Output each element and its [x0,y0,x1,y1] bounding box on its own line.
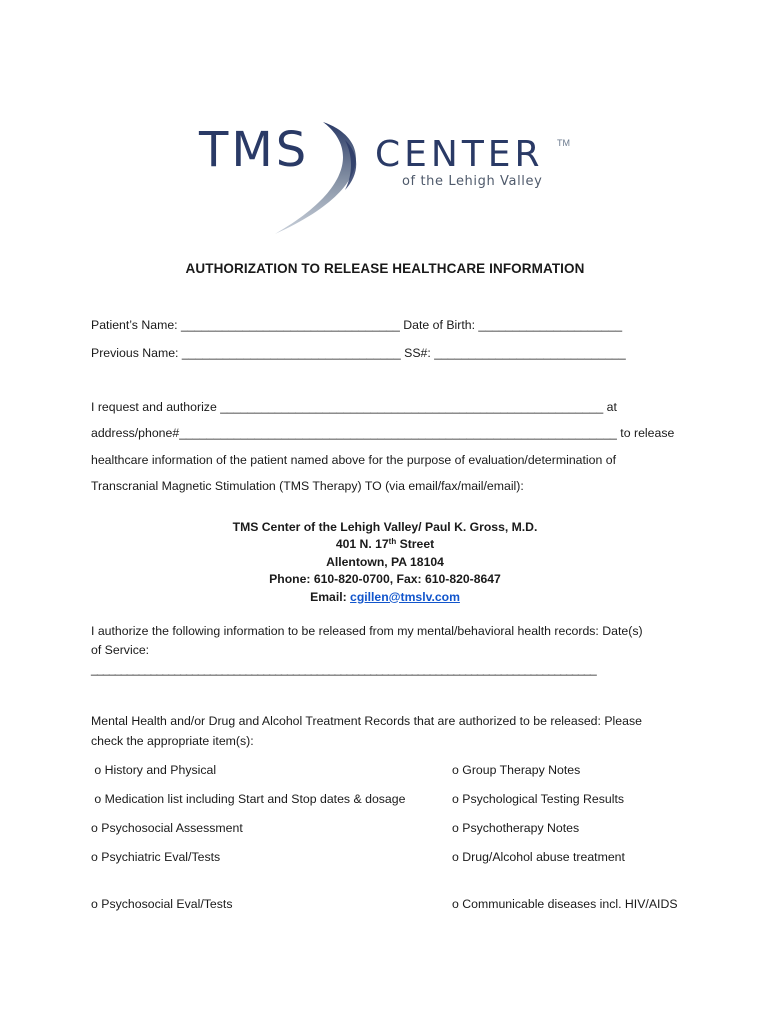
address-phone-line: address/phone#________________________________________________________________ to release [91,426,675,440]
request-authorize-line: I request and authorize ________________________________________________________ at [91,400,617,414]
option-drug-alcohol[interactable]: o Drug/Alcohol abuse treatment [452,850,625,864]
tms-center-logo [195,118,585,238]
recipient-street: 401 N. 17th Street [335,537,435,552]
recipient-city: Allentown, PA 18104 [326,554,444,569]
purpose-line-1: healthcare information of the patient named above for the purpose of evaluation/determination of [91,453,617,467]
logo-tagline: of the Lehigh Valley [402,174,543,189]
records-intro-line-1: Mental Health and/or Drug and Alcohol Treatment Records that are authorized to be released: Please [91,714,642,728]
option-psychosocial-assessment[interactable]: o Psychosocial Assessment [91,821,243,835]
option-psych-testing[interactable]: o Psychological Testing Results [452,792,625,806]
recipient-email-row: Email: cgillen@tmslv.com [310,589,460,604]
records-intro-line-2: check the appropriate item(s): [91,734,254,748]
logo-center-text: CENTER [375,134,544,175]
recipient-email-link[interactable]: cgillen@tmslv.com [350,589,460,604]
form-title: AUTHORIZATION TO RELEASE HEALTHCARE INFORMATION [185,261,585,276]
option-psychotherapy-notes[interactable]: o Psychotherapy Notes [452,821,580,835]
recipient-address-block [0,519,770,606]
recipient-name: TMS Center of the Lehigh Valley/ Paul K. Gross, M.D. [232,520,538,534]
authorize-records-line-2: of Service: [91,643,150,657]
option-medication-list[interactable]: o Medication list including Start and Stop dates & dosage [91,792,406,806]
option-history-physical[interactable]: o History and Physical [91,763,217,777]
patient-name-dob-line: Patient’s Name: ________________________________ Date of Birth: _____________________ [91,318,623,332]
option-psychiatric-eval[interactable]: o Psychiatric Eval/Tests [91,850,221,864]
date-of-service-blank: _____________________________________________________________________________________ [91,662,596,676]
recipient-phone-fax: Phone: 610-820-0700, Fax: 610-820-8647 [269,572,501,587]
logo-trademark: TM [557,138,570,148]
previous-name-ssn-line: Previous Name: ________________________________ SS#: ____________________________ [91,346,626,360]
logo-brand-text: TMS [199,122,310,178]
authorize-records-line-1: I authorize the following information to be released from my mental/behavioral health records: Date(s) [91,624,643,638]
purpose-line-2: Transcranial Magnetic Stimulation (TMS Therapy) TO (via email/fax/mail/email): [91,479,524,493]
option-psychosocial-eval[interactable]: o Psychosocial Eval/Tests [91,897,233,911]
option-group-therapy[interactable]: o Group Therapy Notes [452,763,581,777]
option-communicable-diseases[interactable]: o Communicable diseases incl. HIV/AIDS [452,897,678,911]
